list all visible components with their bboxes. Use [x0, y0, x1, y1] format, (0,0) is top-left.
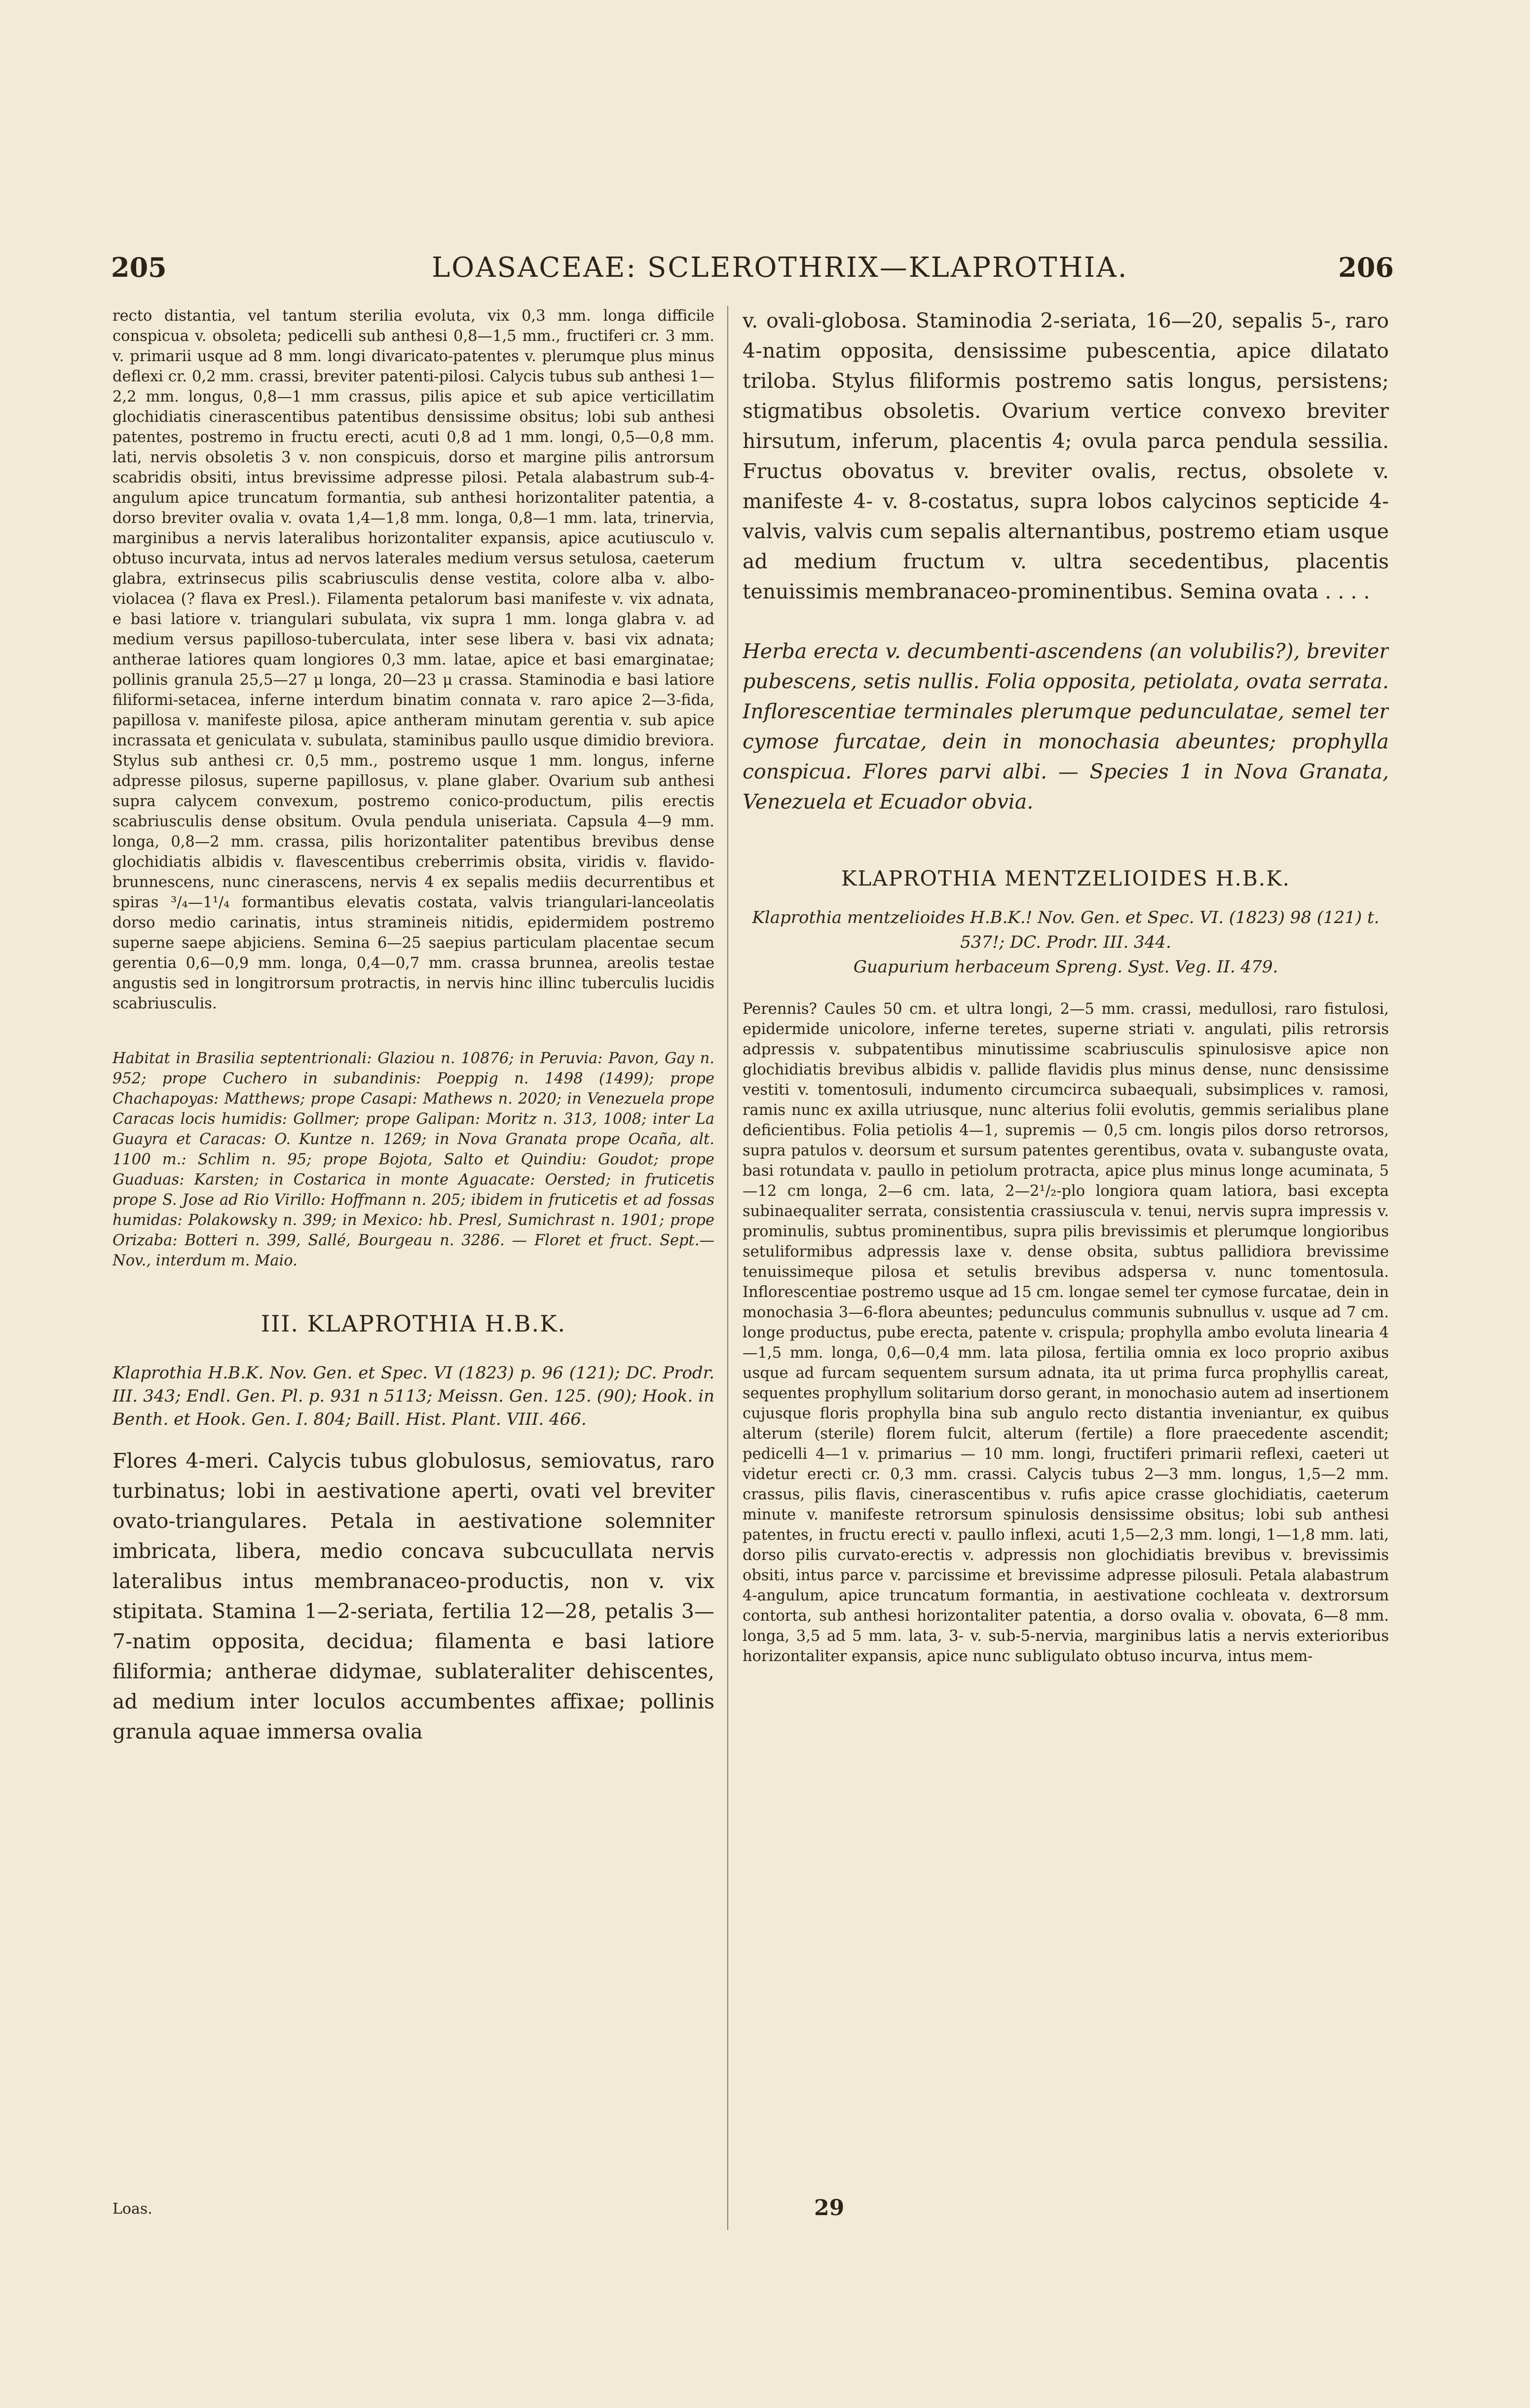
- right-page-number: 206: [1338, 252, 1394, 283]
- left-page-number: 205: [111, 252, 167, 283]
- species-citation-1: Klaprothia mentzelioides H.B.K.! Nov. Gen. et Spec. VI. (1823) 98 (121) t. 537!; DC. Prodr. III. 344.: [752, 908, 1380, 952]
- column-divider: [727, 306, 728, 2230]
- running-title: LOASACEAE: SCLEROTHRIX—KLAPROTHIA.: [432, 252, 1128, 284]
- signature-mark: Loas.: [112, 2200, 152, 2218]
- left-column: [112, 306, 714, 2309]
- habit-paragraph: Herba erecta v. decumbenti-ascendens (an volubilis?), breviter pubescens, setis nullis. Folia opposita, petiolata, ovata serrata. Inflorescentiae terminales plerumque pedunculatae, semel ter cymose furcatae, dein in monochasia abeuntes; prophylla conspicua. Flores parvi albi. — Species 1 in Nova Granata, Venezuela et Ecuador obvia.: [743, 639, 1389, 814]
- genus-citation: Klaprothia H.B.K. Nov. Gen. et Spec. VI (1823) p. 96 (121); DC. Prodr. III. 343; Endl. Gen. Pl. p. 931 n 5113; Meissn. Gen. 125. (90); Hook. in Benth. et Hook. Gen. I. 804; Baill. Hist. Plant. VIII. 466.: [112, 1363, 714, 1429]
- species-heading: KLAPROTHIA MENTZELIOIDES H.B.K.: [841, 866, 1290, 890]
- running-head: [111, 252, 1394, 291]
- genus-description: Flores 4-meri. Calycis tubus globulosus, semiovatus, raro turbinatus; lobi in aestivatione aperti, ovati vel breviter ovato-triangulares. Petala in aestivatione solemniter imbricata, libera, medio concava subcucullata nervis lateralibus intus membranaceo-productis, non v. vix stipitata. Stamina 1—2-seriata, fertilia 12—28, petalis 3—7-natim opposita, decidua; filamenta e basi latiore filiformia; antherae didymae, sublateraliter dehiscentes, ad medium inter loculos accumbentes affixae; pollinis granula aquae immersa ovalia: [112, 1449, 714, 1743]
- description-continued: recto distantia, vel tantum sterilia evoluta, vix 0,3 mm. longa difficile conspicua v. obsoleta; pedicelli sub anthesi 0,8—1,5 mm., fructiferi cr. 3 mm. v. primarii usque ad 8 mm. longi divaricato-patentes v. plerumque plus minus deflexi cr. 0,2 mm. crassi, breviter patenti-pilosi. Calycis tubus sub anthesi 1—2,2 mm. longus, 0,8—1 mm crassus, pilis apice et sub apice verticillatim glochidiatis cinerascentibus patentibus densissime obsitus; lobi sub anthesi patentes, postremo in fructu erecti, acuti 0,8 ad 1 mm. longi, 0,5—0,8 mm. lati, nervis obsoletis 3 v. non conspicuis, dorso et margine pilis antrorsum scabridis obsiti, intus brevissime adpresse pilosi. Petala alabastrum sub-4-angulum apice truncatum formantia, sub anthesi horizontaliter patentia, a dorso breviter ovalia v. ovata 1,4—1,8 mm. longa, 0,8—1 mm. lata, trinervia, marginibus a nervis lateralibus horizontaliter expansis, apice acutiusculo v. obtuso incurvata, intus ad nervos laterales medium versus setulosa, caeterum glabra, extrinsecus pilis scabriusculis dense vestita, colore alba v. albo-violacea (? flava ex Presl.). Filamenta petalorum basi manifeste v. vix adnata, e basi latiore v. triangulari subulata, vix supra 1 mm. longa glabra v. ad medium versus papilloso-tuberculata, inter sese libera v. basi vix adnata; antherae latiores quam longiores 0,3 mm. latae, apice et basi emarginatae; pollinis granula 25,5—27 μ longa, 20—23 μ crassa. Staminodia e basi latiore filiformi-setacea, inferne interdum binatim connata v. raro apice 2—3-fida, papillosa v. manifeste pilosa, apice antheram minutam gerentia v. sub apice incrassata et geniculata v. subulata, staminibus paullo usque dimidio breviora. Stylus sub anthesi cr. 0,5 mm., postremo usque 1 mm. longus, inferne adpresse pilosus, superne papillosus, v. plane glaber. Ovarium sub anthesi supra calycem convexum, postremo conico-productum, pilis erectis scabriusculis dense obsitum. Ovula pendula uniseriata. Capsula 4—9 mm. longa, 0,8—2 mm. crassa, pilis horizontaliter patentibus brevibus dense glochidiatis albidis v. flavescentibus creberrimis obsita, viridis v. flavido-brunnescens, nunc cinerascens, nervis 4 ex sepalis mediis decurrentibus et spiras ³/₄—1¹/₄ formantibus elevatis costata, valvis triangulari-lanceolatis dorso medio carinatis, intus stramineis nitidis, epidermidem postremo superne saepe abjiciens. Semina 6—25 saepius particulam placentae secum gerentia 0,6—0,9 mm. longa, 0,4—0,7 mm. crassa brunnea, areolis testae angustis sed in longitrorsum protractis, in nervis hinc illinc tuberculis lucidis scabriusculis.: [112, 307, 714, 1012]
- habitat-paragraph: Habitat in Brasilia septentrionali: Glaziou n. 10876; in Peruvia: Pavon, Gay n. 952; prope Cuchero in subandinis: Poeppig n. 1498 (1499); prope Chachapoyas: Matthews; prope Casapi: Mathews n. 2020; in Venezuela prope Caracas locis humidis: Gollmer; prope Galipan: Moritz n. 313, 1008; inter La Guayra et Caracas: O. Kuntze n. 1269; in Nova Granata prope Ocaña, alt. 1100 m.: Schlim n. 95; prope Bojota, Salto et Quindiu: Goudot; prope Guaduas: Karsten; in Costarica in monte Aguacate: Oersted; in fruticetis prope S. Jose ad Rio Virillo: Hoffmann n. 205; ibidem in fruticetis et ad fossas humidas: Polakowsky n. 399; in Mexico: hb. Presl, Sumichrast n. 1901; prope Orizaba: Botteri n. 399, Sallé, Bourgeau n. 3286. — Floret et fruct. Sept.—Nov., interdum m. Maio.: [112, 1050, 714, 1269]
- right-column: [743, 306, 1389, 2309]
- genus-heading: III. KLAPROTHIA H.B.K.: [261, 1310, 566, 1337]
- signature-number: 29: [814, 2195, 845, 2221]
- genus-description-continued: v. ovali-globosa. Staminodia 2-seriata, 16—20, sepalis 5-, raro 4-natim opposita, densissime pubescentia, apice dilatato triloba. Stylus filiformis postremo satis longus, persistens; stigmatibus obsoletis. Ovarium vertice convexo breviter hirsutum, inferum, placentis 4; ovula parca pendula sessilia. Fructus obovatus v. breviter ovalis, rectus, obsolete v. manifeste 4- v. 8-costatus, supra lobos calycinos septicide 4-valvis, valvis cum sepalis alternantibus, postremo etiam usque ad medium fructum v. ultra secedentibus, placentis tenuissimis membranaceo-prominentibus. Semina ovata . . . .: [743, 309, 1389, 603]
- species-citation-2: Guapurium herbaceum Spreng. Syst. Veg. II. 479.: [853, 957, 1278, 977]
- species-description: Perennis? Caules 50 cm. et ultra longi, 2—5 mm. crassi, medullosi, raro fistulosi, epidermide unicolore, inferne teretes, superne striati v. angulati, pilis retrorsis adpressis v. subpatentibus minutissime scabriusculis spinulosisve apice non glochidiatis brevibus albidis v. pallide flavidis plus minus dense, nunc densissime vestiti v. tomentosuli, indumento circumcirca subaequali, subsimplices v. ramosi, ramis nunc ex axilla utriusque, nunc alterius folii evolutis, gemmis serialibus plane deficientibus. Folia petiolis 4—1, supremis — 0,5 cm. longis pilos dorso retrorsos, supra patulos v. deorsum et sursum patentes gerentibus, ovata v. subanguste ovata, basi rotundata v. paullo in petiolum protracta, apice plus minus longe acuminata, 5—12 cm longa, 2—6 cm. lata, 2—2¹/₂-plo longiora quam latiora, basi excepta subinaequaliter serrata, consistentia crassiuscula v. tenui, nervis supra impressis v. prominulis, subtus prominentibus, supra pilis brevissimis et plerumque longioribus setuliformibus adpressis laxe v. dense obsita, subtus pallidiora brevissime tenuissimeque pilosa et setulis brevibus adspersa v. nunc tomentosula. Inflorescentiae postremo usque ad 15 cm. longae semel ter cymose furcatae, dein in monochasia 3—6-flora abeuntes; pedunculus communis subnullus v. usque ad 7 cm. longe productus, pube erecta, patente v. crispula; prophylla ambo evoluta linearia 4—1,5 mm. longa, 0,6—0,4 mm. lata pilosa, fertilia omnia ex loco proprio axibus usque ad furcam sequentem sursum adnata, ita ut prima furca prophyllis careat, sequentes prophyllum solitarium dorso gerant, in monochasio autem ad insertionem cujusque floris prophylla bina sub angulo recto distantia inveniantur, ex quibus alterum (sterile) florem fulcit, alterum (fertile) a flore praecedente ascendit; pedicelli 4—1 v. primarius — 10 mm. longi, fructiferi primarii reflexi, caeteri ut videtur erecti cr. 0,3 mm. crassi. Calycis tubus 2—3 mm. longus, 1,5—2 mm. crassus, pilis flavis, cinerascentibus v. rufis apice crasse glochidiatis, caeterum minute v. manifeste retrorsum spinulosis densissime obsitus; lobi sub anthesi patentes, in fructu erecti v. paullo inflexi, acuti 1,5—2,3 mm. longi, 1—1,8 mm. lati, dorso pilis curvato-erectis v. adpressis non glochidiatis brevibus v. brevissimis obsiti, intus parce v. parcissime et brevissime adpresse pilosuli. Petala alabastrum 4-angulum, apice truncatum formantia, in aestivatione cochleata v. dextrorsum contorta, sub anthesi horizontaliter patentia, a dorso ovalia v. obovata, 6—8 mm. longa, 3,5 ad 5 mm. lata, 3- v. sub-5-nervia, marginibus latis a nervis exterioribus horizontaliter expansis, apice nunc subligulato obtuso incurva, intus mem-: [743, 1000, 1389, 1665]
